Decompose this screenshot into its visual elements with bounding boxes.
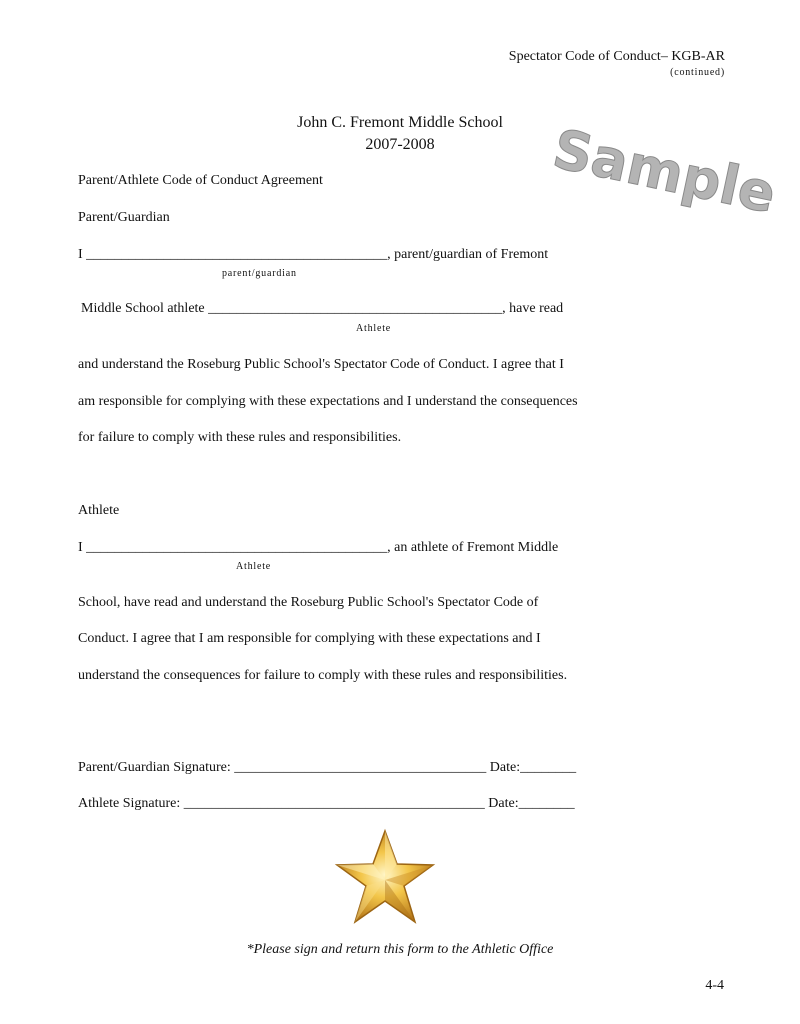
sample-watermark [547,110,782,226]
parent-line-1 [78,247,548,263]
parent-signature-label: Parent/Guardian Signature: [78,760,231,775]
page-number: 4-4 [705,978,724,993]
parent-date-field[interactable]: Date:________ [489,760,577,775]
footer-note: *Please sign and return this form to the Athletic Office [246,942,554,957]
parent-line-1-prefix: I [78,247,83,262]
athlete-name-caption: Athlete [236,561,272,572]
parent-body-line-1: and understand the Roseburg Public School's Spectator Code of Conduct. I agree that I [78,357,564,372]
parent-signature-row [78,760,576,776]
athlete-section-heading: Athlete [78,503,120,518]
athlete-name-field[interactable]: ___________________________________________ [86,540,388,555]
parent-name-caption: parent/guardian [222,268,297,279]
parent-body-line-3: for failure to comply with these rules and responsibilities. [78,430,402,445]
athlete-line-1-prefix: I [78,540,83,555]
athlete-signature-field[interactable]: ___________________________________________ [183,796,485,811]
school-year: 2007-2008 [365,136,435,153]
agreement-heading: Parent/Athlete Code of Conduct Agreement [78,173,323,188]
parent-section-heading: Parent/Guardian [78,210,170,225]
athlete-name-caption-parent: Athlete [356,323,392,334]
athlete-body-line-1: School, have read and understand the Roseburg Public School's Spectator Code of [78,595,539,610]
athlete-line-1 [78,540,558,556]
sample-watermark-text: Sample [547,117,782,226]
parent-line-1-suffix: , parent/guardian of Fremont [387,247,549,262]
school-name: John C. Fremont Middle School [297,114,503,131]
gold-star-icon [330,828,440,928]
athlete-body-line-2: Conduct. I agree that I am responsible for complying with these expectations and I [78,631,541,646]
policy-title: Spectator Code of Conduct– KGB-AR [508,49,725,64]
athlete-signature-row [78,796,575,812]
parent-name-field[interactable]: ___________________________________________ [86,247,388,262]
parent-signature-field[interactable]: ____________________________________ [234,760,487,775]
parent-line-2-suffix: , have read [502,301,564,316]
parent-body-line-2: am responsible for complying with these expectations and I understand the consequences [78,394,578,409]
athlete-name-field-parent[interactable]: __________________________________________ [208,301,503,316]
athlete-line-1-suffix: , an athlete of Fremont Middle [387,540,559,555]
athlete-date-field[interactable]: Date:________ [488,796,575,811]
parent-line-2-prefix: Middle School athlete [81,301,205,316]
athlete-body-line-3: understand the consequences for failure to comply with these rules and responsibilities. [78,668,568,683]
parent-line-2 [81,301,563,317]
athlete-signature-label: Athlete Signature: [78,796,181,811]
continued-label: (continued) [670,67,725,78]
